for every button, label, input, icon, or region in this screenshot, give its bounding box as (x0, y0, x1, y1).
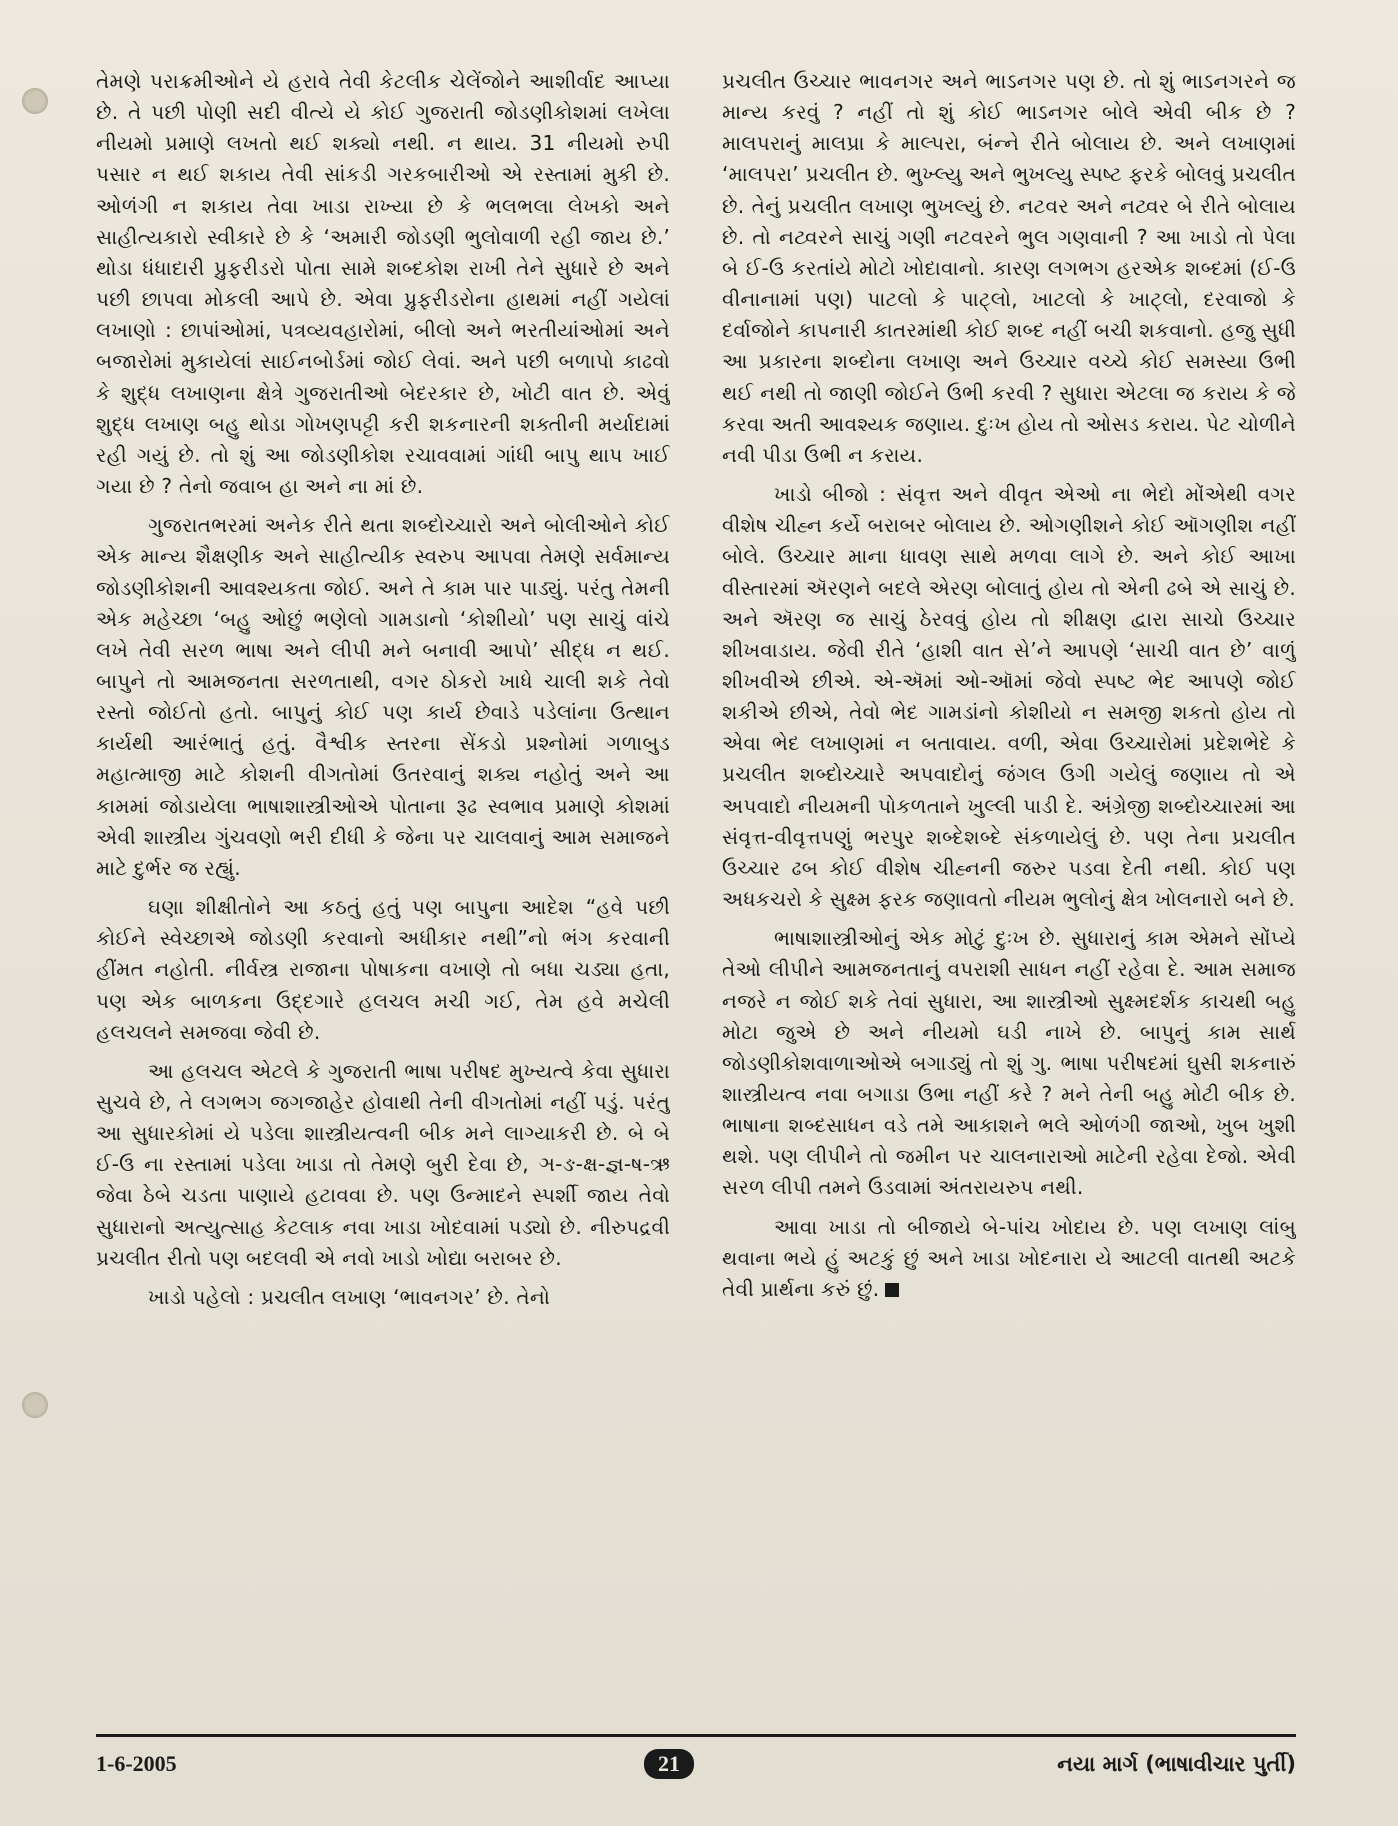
left-column (96, 66, 670, 1726)
paragraph: ઘણા શીક્ષીતોને આ કઠતું હતું પણ બાપુના આદેશ “હવે પછી કોઈને સ્વેચ્છાએ જોડણી કરવાનો અધીકાર નથી”નો ભંગ કરવાની હીંમત નહોતી. નીર્વસ્ત્ર રાજાના પોષાકના વખાણે તો બધા ચડ્યા હતા, પણ એક બાળકના ઉદ્દગારે હલચલ મચી ગઈ, તેમ હવે મચેલી હલચલને સમજવા જેવી છે. (96, 895, 670, 1044)
right-column (722, 66, 1296, 1726)
paragraph-text: આવા ખાડા તો બીજાયે બે-પાંચ ખોદાય છે. પણ લખાણ લાંબુ થવાના ભયે હું અટકું છું અને ખાડા ખોદનારા યે આટલી વાતથી અટકે તેવી પ્રાર્થના કરું છું. (722, 1214, 1296, 1301)
magazine-name: નયા માર્ગ (ભાષાવીચાર પુર્તી) (1057, 1751, 1296, 1776)
article-body (96, 66, 1296, 1726)
page-footer (96, 1746, 1296, 1782)
issue-date: 1-6-2005 (96, 1751, 177, 1776)
binding-hole (22, 88, 48, 114)
paragraph: ગુજરાતભરમાં અનેક રીતે થતા શબ્દોચ્ચારો અને બોલીઓને કોઈ એક માન્ય શૈક્ષણીક અને સાહીત્યીક સ્વરુપ આપવા તેમણે સર્વમાન્ય જોડણીકોશની આવશ્યકતા જોઈ. અને તે કામ પાર પાડ્યું. પરંતુ તેમની એક મહેચ્છા ‘બહુ ઓછું ભણેલો ગામડાનો ‘કોશીયો’ પણ સાચું વાંચે લખે તેવી સરળ ભાષા અને લીપી મને બનાવી આપો’ સીદ્ધ ન થઈ. બાપુને તો આમજનતા સરળતાથી, વગર ઠોકરો ખાધે ચાલી શકે તેવો રસ્તો જોઈતો હતો. બાપુનું કોઈ પણ કાર્ય છેવાડે પડેલાંના ઉત્થાન કાર્યથી આરંભાતું હતું. વૈશ્વીક સ્તરના સેંકડો પ્રશ્નોમાં ગળાબુડ મહાત્માજી માટે કોશની વીગતોમાં ઉતરવાનું શક્ય નહોતું અને આ કામમાં જોડાયેલા ભાષાશાસ્ત્રીઓએ પોતાના રૂઢ સ્વભાવ પ્રમાણે કોશમાં એવી શાસ્ત્રીય ગુંચવણો ભરી દીધી કે જેના પર ચાલવાનું આમ સમાજને માટે દુર્ભર જ રહ્યું. (96, 513, 670, 880)
paragraph: ખાડો બીજો : સંવૃત્ત અને વીવૃત એઓ ના ભેદો મોંએથી વગર વીશેષ ચીહ્ન કર્યે બરાબર બોલાય છે. ઓગણીશને કોઈ ઑગણીશ નહીં બોલે. ઉચ્ચાર માના ધાવણ સાથે મળવા લાગે છે. અને કોઈ આખા વીસ્તારમાં ઍરણને બદલે એરણ બોલાતું હોય તો એની ઢબે એ સાચું છે. અને ઍરણ જ સાચું ઠેરવવું હોય તો શીક્ષણ દ્વારા સાચો ઉચ્ચાર શીખવાડાય. જેવી રીતે ‘હાશી વાત સે’ને આપણે ‘સાચી વાત છે’ વાળું શીખવીએ છીએ. એ-ઍમાં ઓ-ઑમાં જેવો સ્પષ્ટ ભેદ આપણે જોઈ શકીએ છીએ, તેવો ભેદ ગામડાંનો કોશીયો ન સમજી શકતો હોય તો એવા ભેદ લખાણમાં ન બતાવાય. વળી, એવા ઉચ્ચારોમાં પ્રદેશભેદે કે પ્રચલીત શબ્દોચ્ચારે અપવાદોનું જંગલ ઉગી ગયેલું જણાય તો એ અપવાદો નીયમની પોકળતાને ખુલ્લી પાડી દે. અંગ્રેજી શબ્દોચ્ચારમાં આ સંવૃત્ત-વીવૃત્તપણું ભરપુર શબ્દેશબ્દે સંકળાયેલું છે. પણ તેના પ્રચલીત ઉચ્ચાર ઢબ કોઈ વીશેષ ચીહ્નની જરુર પડવા દેતી નથી. કોઈ પણ અધકચરો કે સુક્ષ્મ ફરક જણાવતો નીયમ ભુલોનું ક્ષેત્ર ખોલનારો બને છે. (722, 482, 1296, 912)
end-of-article-icon (885, 1283, 899, 1297)
paragraph: પ્રચલીત ઉચ્ચાર ભાવનગર અને ભાઽનગર પણ છે. તો શું ભાઽનગરને જ માન્ય કરવું ? નહીં તો શું કોઈ ભાઽનગર બોલે એવી બીક છે ? માલપરાનું માલપ્રા કે માલ્પરા, બંન્ને રીતે બોલાય છે. અને લખાણમાં ‘માલપરા’ પ્રચલીત છે. ભુખ્લ્યુ અને ભુખલ્યુ સ્પષ્ટ ફરકે બોલવું પ્રચલીત છે. તેનું પ્રચલીત લખાણ ભુખલ્યું છે. નટવર અને નટ્વર બે રીતે બોલાય છે. તો નટ્વરને સાચું ગણી નટવરને ભુલ ગણવાની ? આ ખાડો તો પેલા બે ઈ-ઉ કરતાંયે મોટો ખોદાવાનો. કારણ લગભગ હરએક શબ્દમાં (ઈ-ઉ વીનાનામાં પણ) પાટલો કે પાટ્લો, ખાટલો કે ખાટ્લો, દરવાજો કે દર્વાજોને કાપનારી કાતરમાંથી કોઈ શબ્દ નહીં બચી શકવાનો. હજુ સુધી આ પ્રકારના શબ્દોના લખાણ અને ઉચ્ચાર વચ્ચે કોઈ સમસ્યા ઉભી થઈ નથી તો જાણી જોઈને ઉભી કરવી ? સુધારા એટલા જ કરાય કે જે કરવા અતી આવશ્યક જણાય. દુઃખ હોય તો ઓસડ કરાય. પેટ ચોળીને નવી પીડા ઉભી ન કરાય. (722, 69, 1296, 467)
page-number: 21 (644, 1749, 694, 1779)
paragraph-final (722, 1212, 1296, 1305)
paragraph: આ હલચલ એટલે કે ગુજરાતી ભાષા પરીષદ મુખ્યત્વે કેવા સુધારા સુચવે છે, તે લગભગ જગજાહેર હોવાથી તેની વીગતોમાં નહીં પડું. પરંતુ આ સુધારકોમાં યે પડેલા શાસ્ત્રીયત્વની બીક મને લાગ્યાકરી છે. બે બે ઈ-ઉ ના રસ્તામાં પડેલા ખાડા તો તેમણે બુરી દેવા છે, ઞ-ઙ-ક્ષ-જ્ઞ-ષ-ઋ જેવા ઠેબે ચડતા પાણાયે હટાવવા છે. પણ ઉન્માદને સ્પર્શી જાય તેવો સુધારાનો અત્યુત્સાહ કેટલાક નવા ખાડા ખોદવામાં પડ્યો છે. નીરુપદ્રવી પ્રચલીત રીતો પણ બદલવી એ નવો ખાડો ખોદ્યા બરાબર છે. (96, 1058, 670, 1270)
paragraph: ભાષાશાસ્ત્રીઓનું એક મોટું દુઃખ છે. સુધારાનું કામ એમને સોંપ્યે તેઓ લીપીને આમજનતાનું વપરાશી સાધન નહીં રહેવા દે. આમ સમાજ નજરે ન જોઈ શકે તેવાં સુધારા, આ શાસ્ત્રીઓ સુક્ષ્મદર્શક કાચથી બહુ મોટા જુએ છે અને નીયમો ઘડી નાખે છે. બાપુનું કામ સાર્થ જોડણીકોશવાળાઓએ બગાડ્યું તો શું ગુ. ભાષા પરીષદમાં ઘુસી શકનારું શાસ્ત્રીયત્વ નવા બગાડા ઉભા નહીં કરે ? મને તેની બહુ મોટી બીક છે. ભાષાના શબ્દસાધન વડે તમે આકાશને ભલે ઓળંગી જાઓ, ખુબ ખુશી થશે. પણ લીપીને તો જમીન પર ચાલનારાઓ માટેની રહેવા દેજો. એવી સરળ લીપી તમને ઉડવામાં અંતરાયરુપ નથી. (722, 926, 1296, 1200)
paragraph: ખાડો પહેલો : પ્રચલીત લખાણ ‘ભાવનગર’ છે. તેનો (148, 1284, 551, 1309)
footer-rule (96, 1734, 1296, 1737)
binding-hole (22, 1392, 48, 1418)
paragraph: તેમણે પરાક્રમીઓને યે હરાવે તેવી કેટલીક ચેલેંજોને આશીર્વાદ આપ્યા છે. તે પછી પોણી સદી વીત્યે યે કોઈ ગુજરાતી જોડણીકોશમાં લખેલા નીયમો પ્રમાણે લખતો થઈ શક્યો નથી. ન થાય. 31 નીયમો રુપી પસાર ન થઈ શકાય તેવી સાંકડી ગરકબારીઓ એ રસ્તામાં મુકી છે. ઓળંગી ન શકાય તેવા ખાડા રાખ્યા છે કે ભલભલા લેખકો અને સાહીત્યકારો સ્વીકારે છે કે ‘અમારી જોડણી ભુલોવાળી રહી જાય છે.’ થોડા ધંધાદારી પ્રુફરીડરો પોતા સામે શબ્દકોશ રાખી તેને સુધારે છે અને પછી છાપવા મોકલી આપે છે. એવા પ્રુફરીડરોના હાથમાં નહીં ગયેલાં લખાણો : છાપાંઓમાં, પત્રવ્યવહારોમાં, બીલો અને ભરતીયાંઓમાં અને બજારોમાં મુકાયેલાં સાઈનબોર્ડમાં જોઈ લેવાં. અને પછી બળાપો કાઢવો કે શુદ્ધ લખાણના ક્ષેત્રે ગુજરાતીઓ બેદરકાર છે, ખોટી વાત છે. એવું શુદ્ધ લખાણ બહુ થોડા ગોખણપટ્ટી કરી શકનારની શક્તીની મર્યાદામાં રહી ગયું છે. તો શું આ જોડણીકોશ રચાવવામાં ગાંધી બાપુ થાપ ખાઈ ગયા છે ? તેનો જવાબ હા અને ના માં છે. (96, 69, 670, 499)
